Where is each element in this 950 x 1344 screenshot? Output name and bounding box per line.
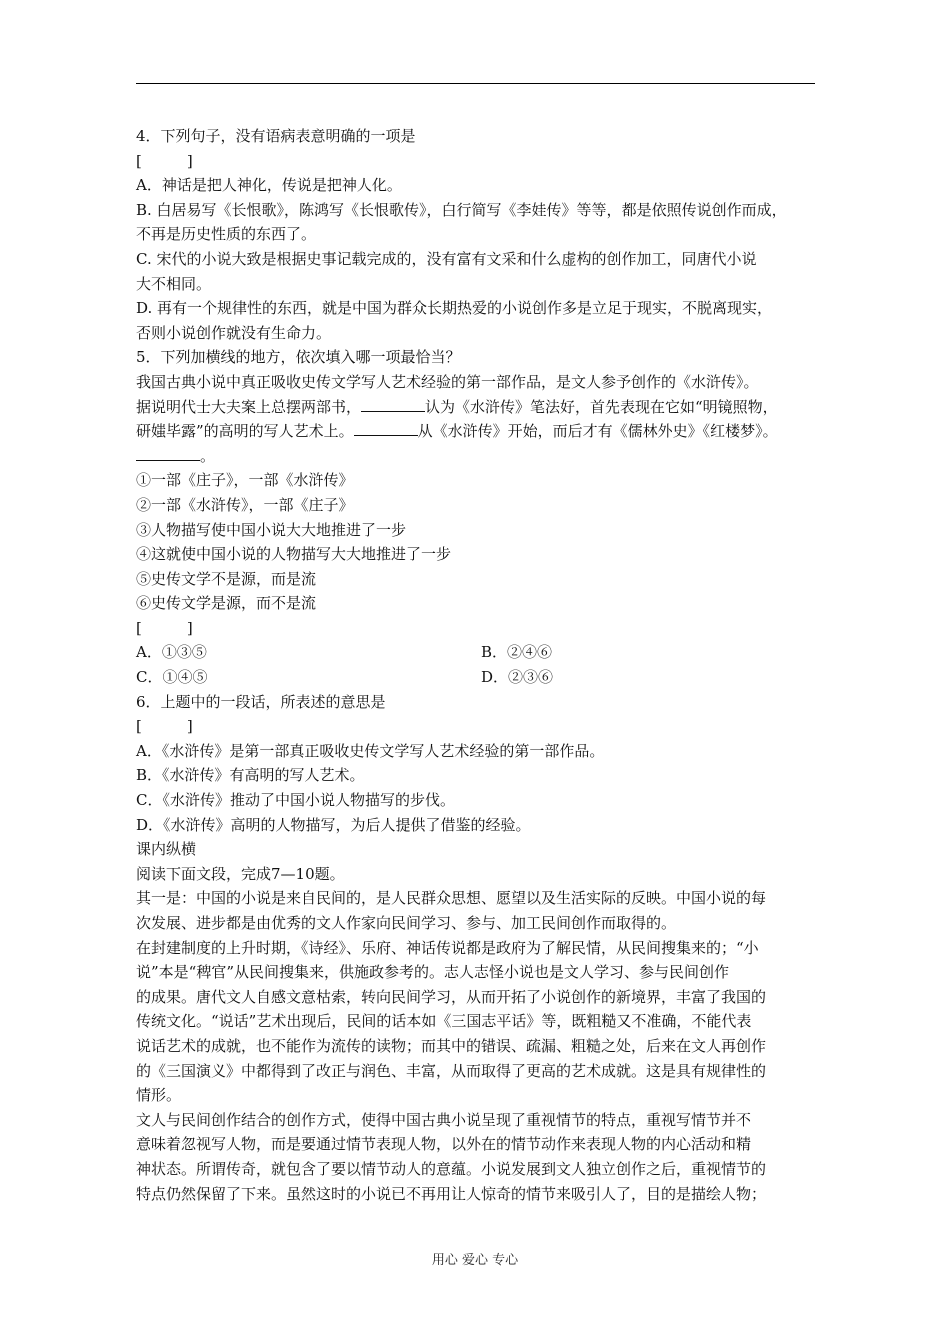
q4-option-d-cont: 否则小说创作就没有生命力。: [136, 323, 332, 342]
passage-line: 情形。: [136, 1086, 182, 1105]
q5-option-c: C．①④⑤: [136, 668, 208, 687]
passage-line: 文人与民间创作结合的创作方式，使得中国古典小说呈现了重视情节的特点，重视写情节并不: [136, 1110, 752, 1129]
fill-blank: [354, 420, 418, 436]
passage-line: 的《三国演义》中都得到了改正与润色、丰富，从而取得了更高的艺术成就。这是具有规律性的: [136, 1061, 767, 1080]
q6-stem: 6．上题中的一段话，所表述的意思是: [136, 692, 386, 711]
q4-option-d: D. 再有一个规律性的东西，就是中国为群众长期热爱的小说创作多是立足于现实，不脱离现实，: [136, 299, 773, 318]
q6-option-b: B．《水浒传》有高明的写人艺术。: [136, 766, 365, 785]
passage-line: 神状态。所谓传奇，就包含了要以情节动人的意蕴。小说发展到文人独立创作之后，重视情节的: [136, 1159, 767, 1178]
q5-options-row: [136, 665, 826, 690]
q5-passage-text: 据说明代士大夫案上总摆两部书，: [136, 397, 362, 416]
q4-option-c-cont: 大不相同。: [136, 274, 212, 293]
passage-line: 次发展、进步都是由优秀的文人作家向民间学习、参与、加工民间创作而取得的。: [136, 914, 677, 932]
q6-option-d: D．《水浒传》高明的人物描写，为后人提供了借鉴的经验。: [136, 815, 531, 834]
q5-passage-text: 认为《水浒传》笔法好，首先表现在它如“明镜照物，: [425, 397, 778, 416]
q4-option-a: A．神话是把人神化，传说是把神人化。: [136, 176, 402, 195]
passage-line: 特点仍然保留了下来。虽然这时的小说已不再用让人惊奇的情节来吸引人了，目的是描绘人物；: [136, 1184, 767, 1203]
passage-line: 其一是：中国的小说是来自民间的，是人民群众思想、愿望以及生活实际的反映。中国小说的每: [136, 889, 767, 908]
q5-choice-2: ②一部《水浒传》，一部《庄子》: [136, 495, 354, 514]
q5-choice-3: ③人物描写使中国小说大大地推进了一步: [136, 520, 407, 539]
q6-option-c: C．《水浒传》推动了中国小说人物描写的步伐。: [136, 791, 455, 810]
page-content: [136, 124, 826, 1206]
fill-blank: [136, 445, 200, 461]
header-rule: [136, 83, 815, 84]
q5-option-a: A．①③⑤: [136, 643, 207, 662]
q5-choice-6: ⑥史传文学是源，而不是流: [136, 594, 317, 613]
q5-stem: 5．下列加横线的地方，依次填入哪一项最恰当？: [136, 348, 461, 367]
q5-option-d: D．②③⑥: [481, 668, 554, 687]
q4-option-b: B. 白居易写《长恨歌》，陈鸿写《长恨歌传》，白行简写《李娃传》等等，都是依照传说创作而成，: [136, 200, 787, 219]
q5-options-row: [136, 640, 826, 665]
q4-stem: 4．下列句子，没有语病表意明确的一项是: [136, 127, 416, 145]
q4-answer-bracket: [ ]: [136, 151, 193, 170]
section-instruction: 阅读下面文段，完成7—10题。: [136, 864, 345, 883]
q5-choice-5: ⑤史传文学不是源，而是流: [136, 569, 317, 588]
q5-choice-4: ④这就使中国小说的人物描写大大地推进了一步: [136, 545, 452, 564]
passage-line: 说”本是“稗官”从民间搜集来，供施政参考的。志人志怪小说也是文人学习、参与民间创作: [136, 963, 730, 982]
passage-line: 在封建制度的上升时期，《诗经》、乐府、神话传说都是政府为了解民情，从民间搜集来的；“小: [136, 938, 759, 957]
section-title: 课内纵横: [136, 840, 197, 859]
q5-option-b: B．②④⑥: [481, 643, 553, 662]
passage-line: 的成果。唐代文人自感文意枯索，转向民间学习，从而开拓了小说创作的新境界，丰富了我国的: [136, 987, 767, 1006]
fill-blank: [361, 396, 425, 412]
passage-line: 意味着忽视写人物，而是要通过情节表现人物，以外在的情节动作来表现人物的内心活动和精: [136, 1135, 752, 1154]
q5-passage-text: 研媸毕露”的高明的写人艺术上。: [136, 422, 354, 441]
q5-answer-bracket: [ ]: [136, 618, 193, 637]
q4-option-b-cont: 不再是历史性质的东西了。: [136, 225, 317, 244]
q5-passage-text: 从《水浒传》开始，而后才有《儒林外史》《红楼梦》。: [417, 422, 778, 441]
q5-passage-line: 我国古典小说中真正吸收史传文学写人艺术经验的第一部作品，是文人参予创作的《水浒传》。: [136, 372, 759, 391]
page-footer: 用心 爱心 专心: [431, 1253, 519, 1268]
q5-passage-line: [136, 419, 826, 444]
q6-answer-bracket: [ ]: [136, 717, 193, 736]
q4-option-c: C. 宋代的小说大致是根据史事记载完成的，没有富有文采和什么虚构的创作加工，同唐代小说: [136, 249, 757, 268]
q5-choice-1: ①一部《庄子》，一部《水浒传》: [136, 471, 354, 490]
q5-passage-text: 。: [200, 446, 216, 465]
passage-line: 传统文化。“说话”艺术出现后，民间的话本如《三国志平话》等，既粗糙又不准确，不能代表: [136, 1012, 752, 1031]
q5-passage-line: [136, 444, 826, 469]
q6-option-a: A．《水浒传》是第一部真正吸收史传文学写人艺术经验的第一部作品。: [136, 741, 605, 760]
q5-passage-line: [136, 395, 826, 420]
passage-line: 说话艺术的成就，也不能作为流传的读物；而其中的错误、疏漏、粗糙之处，后来在文人再创作: [136, 1036, 767, 1055]
